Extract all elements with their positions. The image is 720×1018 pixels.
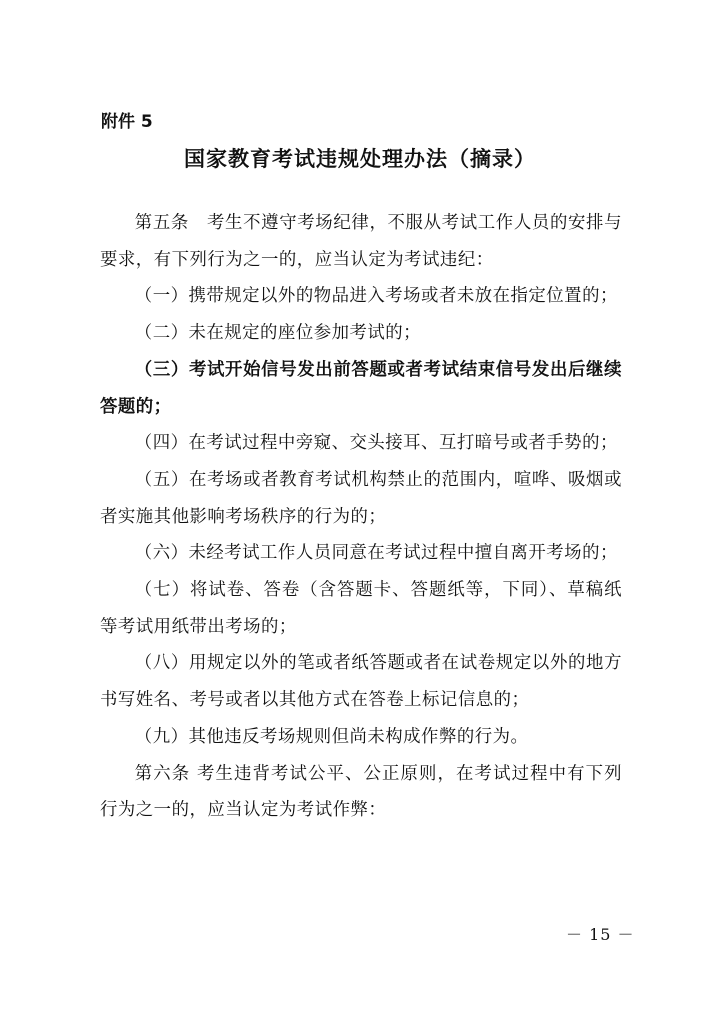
clause-6-paragraph: （六）未经考试工作人员同意在考试过程中擅自离开考场的； bbox=[134, 543, 618, 564]
clause-5-paragraph: （五）在考场或者教育考试机构禁止的范围内，喧哗、吸烟或者实施其他影响考场秩序的行为的； bbox=[100, 469, 622, 527]
clause-3-paragraph: （三）考试开始信号发出前答题或者考试结束信号发出后继续答题的； bbox=[100, 359, 622, 417]
attachment-label: 附件 5 bbox=[101, 112, 153, 132]
document-body bbox=[100, 205, 622, 829]
clause-9-paragraph: （九）其他违反考场规则但尚未构成作弊的行为。 bbox=[134, 726, 529, 747]
clause-8-paragraph: （八）用规定以外的笔或者纸答题或者在试卷规定以外的地方书写姓名、考号或者以其他方式在答卷上标记信息的； bbox=[100, 653, 622, 711]
clause-2-paragraph: （二）未在规定的座位参加考试的； bbox=[134, 323, 422, 344]
article-5-paragraph: 第五条 考生不遵守考场纪律，不服从考试工作人员的安排与要求，有下列行为之一的，应当认定为考试违纪： bbox=[100, 213, 622, 270]
article-6-paragraph: 第六条 考生违背考试公平、公正原则，在考试过程中有下列行为之一的，应当认定为考试作弊： bbox=[100, 763, 622, 821]
page-number: － 15 － bbox=[566, 925, 635, 944]
document-title: 国家教育考试违规处理办法（摘录） bbox=[184, 147, 536, 171]
clause-1-paragraph: （一）携带规定以外的物品进入考场或者未放在指定位置的； bbox=[134, 286, 618, 307]
clause-7-paragraph: （七）将试卷、答卷（含答题卡、答题纸等，下同）、草稿纸等考试用纸带出考场的； bbox=[100, 580, 622, 637]
clause-4-paragraph: （四）在考试过程中旁窥、交头接耳、互打暗号或者手势的； bbox=[134, 433, 618, 454]
